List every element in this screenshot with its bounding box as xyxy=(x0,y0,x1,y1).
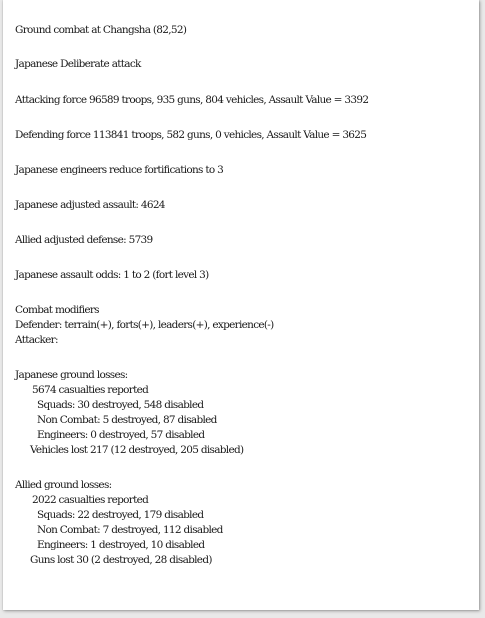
japanese-engineers: Engineers: 0 destroyed, 57 disabled xyxy=(37,429,205,441)
allied-casualties: 2022 casualties reported xyxy=(32,494,149,506)
japanese-vehicles-lost: Vehicles lost 217 (12 destroyed, 205 disabled) xyxy=(30,444,244,456)
allied-squads: Squads: 22 destroyed, 179 disabled xyxy=(37,509,204,521)
combat-location: Ground combat at Changsha (82,52) xyxy=(15,24,187,36)
engineers-fortification: Japanese engineers reduce fortifications to 3 xyxy=(15,164,224,176)
allied-engineers: Engineers: 1 destroyed, 10 disabled xyxy=(37,539,205,551)
japanese-casualties: 5674 casualties reported xyxy=(32,384,149,396)
defender-modifiers: Defender: terrain(+), forts(+), leaders(+), experience(-) xyxy=(15,319,274,331)
allied-losses-title: Allied ground losses: xyxy=(15,479,112,491)
japanese-squads: Squads: 30 destroyed, 548 disabled xyxy=(37,399,204,411)
combat-report-panel xyxy=(3,0,479,610)
attacker-modifiers: Attacker: xyxy=(15,334,58,346)
japanese-non-combat: Non Combat: 5 destroyed, 87 disabled xyxy=(37,414,217,426)
modifiers-title: Combat modifiers xyxy=(15,304,99,316)
assault-odds: Japanese assault odds: 1 to 2 (fort level 3) xyxy=(15,269,209,281)
attack-type: Japanese Deliberate attack xyxy=(15,58,141,70)
allied-non-combat: Non Combat: 7 destroyed, 112 disabled xyxy=(37,524,223,536)
allied-guns-lost: Guns lost 30 (2 destroyed, 28 disabled) xyxy=(30,554,212,566)
adjusted-assault: Japanese adjusted assault: 4624 xyxy=(15,199,165,211)
adjusted-defense: Allied adjusted defense: 5739 xyxy=(15,234,153,246)
attacking-force: Attacking force 96589 troops, 935 guns, 804 vehicles, Assault Value = 3392 xyxy=(15,94,369,106)
japanese-losses-title: Japanese ground losses: xyxy=(15,369,128,381)
defending-force: Defending force 113841 troops, 582 guns, 0 vehicles, Assault Value = 3625 xyxy=(15,129,367,141)
